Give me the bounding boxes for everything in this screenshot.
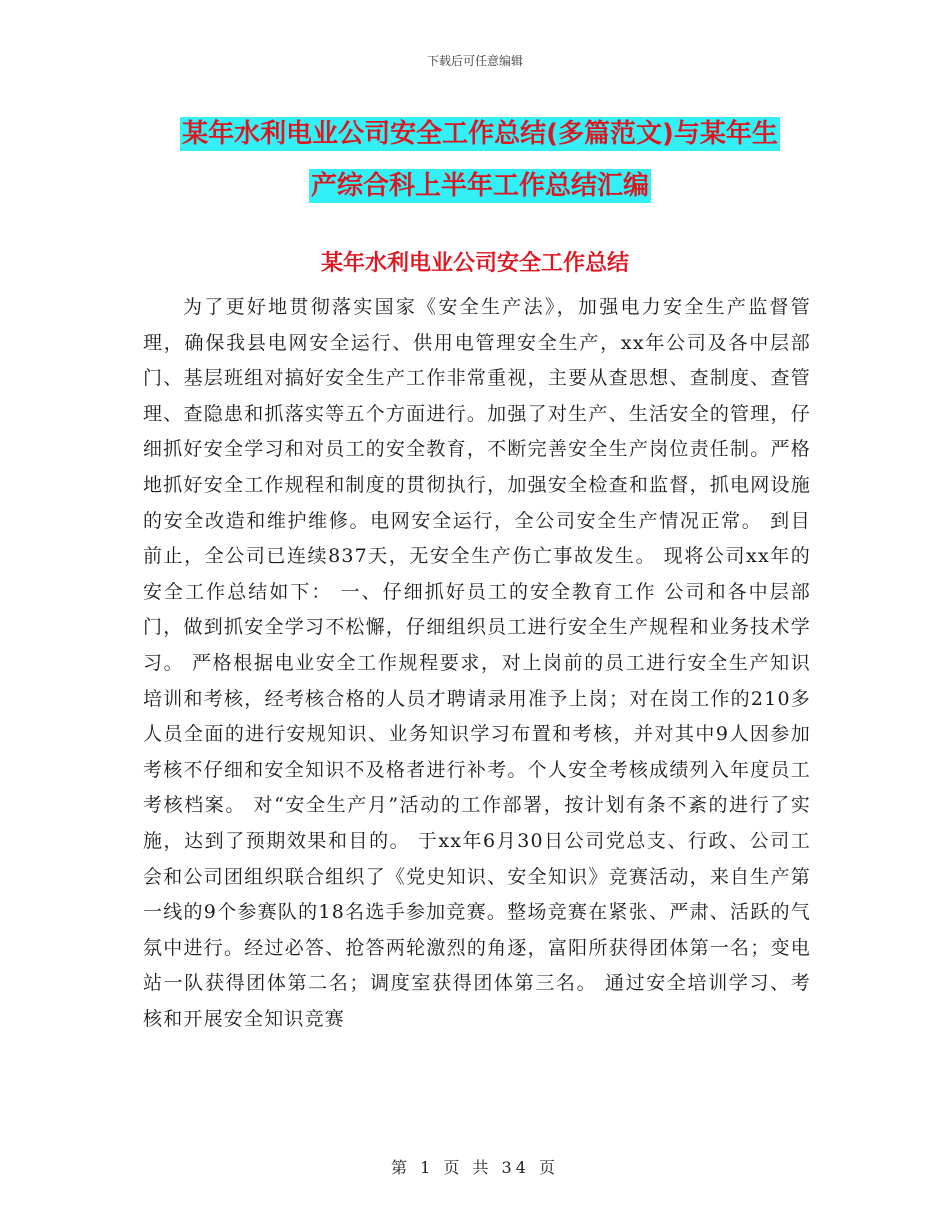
header-note: 下载后可任意编辑 xyxy=(426,54,523,68)
section-title: 某年水利电业公司安全工作总结 xyxy=(320,251,629,276)
document-title xyxy=(120,108,840,212)
body-paragraph: 为了更好地贯彻落实国家《安全生产法》，加强电力安全生产监督管理，确保我县电网安全运行、供用电管理安全生产，xx年公司及各中层部门、基层班组对搞好安全生产工作非常重视，主要从查思想、查制度、查管理、查隐患和抓落实等五个方面进行。加强了对生产、生活安全的管理，仔细抓好安全学习和对员工的安全教育，不断完善安全生产岗位责任制。严格地抓好安全工作规程和制度的贯彻执行，加强安全检查和监督，抓电网设施的安全改造和维护维修。电网安全运行，全公司安全生产情况正常。 到目前止，全公司已连续837天，无安全生产伤亡事故发生。 现将公司xx年的安全工作总结如下： 一、仔细抓好员工的安全教育工作 公司和各中层部门，做到抓安全学习不松懈，仔细组织员工进行安全生产规程和业务技术学习。 严格根据电业安全工作规程要求，对上岗前的员工进行安全生产知识培训和考核，经考核合格的人员才聘请录用准予上岗；对在岗工作的210多人员全面的进行安规知识、业务知识学习布置和考核，并对其中9人因参加考核不仔细和安全知识不及格者进行补考。个人安全考核成绩列入年度员工考核档案。 对“安全生产月”活动的工作部署，按计划有条不紊的进行了实施，达到了预期效果和目的。 于xx年6月30日公司党总支、行政、公司工会和公司团组织联合组织了《党史知识、安全知识》竞赛活动，来自生产第一线的9个参赛队的18名选手参加竞赛。整场竞赛在紧张、严肃、活跃的气氛中进行。经过必答、抢答两轮激烈的角逐，富阳所获得团体第一名；变电站一队获得团体第二名；调度室获得团体第三名。 通过安全培训学习、考核和开展安全知识竞赛 xyxy=(143,296,811,1030)
document-title-line-1: 某年水利电业公司安全工作总结(多篇范文)与某年生 xyxy=(182,119,778,149)
document-title-line-2: 产综合科上半年工作总结汇编 xyxy=(310,171,649,201)
page-footer: 第 1 页 共 34 页 xyxy=(391,1158,559,1177)
